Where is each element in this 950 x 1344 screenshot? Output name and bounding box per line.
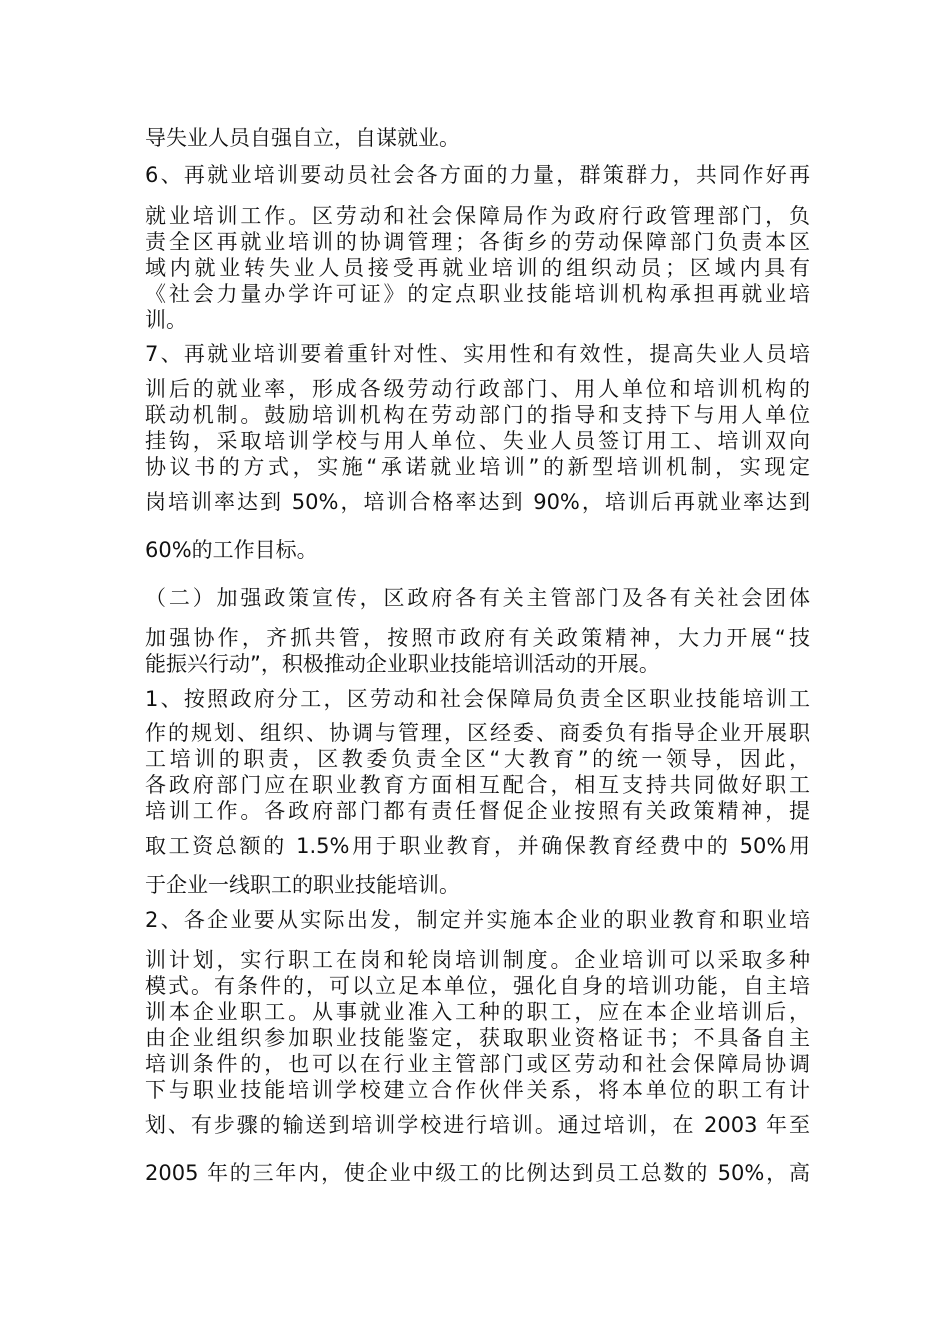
text-line: 培训工作。各政府部门都有责任督促企业按照有关政策精神，提 (145, 799, 810, 823)
text-line: 于企业一线职工的职业技能培训。 (145, 873, 460, 897)
text-line: 60%的工作目标。 (145, 538, 318, 562)
text-line: 加强协作，齐抓共管，按照市政府有关政策精神，大力开展“技 (145, 626, 810, 650)
text-line: （二）加强政策宣传，区政府各有关主管部门及各有关社会团体 (145, 586, 810, 610)
text-line: 挂钩，采取培训学校与用人单位、失业人员签订用工、培训双向 (145, 429, 810, 453)
text-line: 2005 年的三年内，使企业中级工的比例达到员工总数的 50%，高 (145, 1161, 810, 1185)
text-line: 能振兴行动”，积极推动企业职业技能培训活动的开展。 (145, 652, 660, 676)
text-line: 训后的就业率，形成各级劳动行政部门、用人单位和培训机构的 (145, 377, 810, 401)
text-line: 作的规划、组织、协调与管理，区经委、商委负有指导企业开展职 (145, 721, 810, 745)
text-line: 2、各企业要从实际出发，制定并实施本企业的职业教育和职业培 (145, 908, 810, 932)
text-line: 培训条件的，也可以在行业主管部门或区劳动和社会保障局协调 (145, 1052, 810, 1076)
text-line: 由企业组织参加职业技能鉴定，获取职业资格证书；不具备自主 (145, 1026, 810, 1050)
text-line: 7、再就业培训要着重针对性、实用性和有效性，提高失业人员培 (145, 342, 810, 366)
text-line: 岗培训率达到 50%，培训合格率达到 90%，培训后再就业率达到 (145, 490, 810, 514)
text-line: 各政府部门应在职业教育方面相互配合，相互支持共同做好职工 (145, 773, 810, 797)
text-line: 划、有步骤的输送到培训学校进行培训。通过培训，在 2003 年至 (145, 1113, 810, 1137)
text-line: 下与职业技能培训学校建立合作伙伴关系，将本单位的职工有计 (145, 1078, 810, 1102)
text-line: 域内就业转失业人员接受再就业培训的组织动员；区域内具有 (145, 256, 810, 280)
text-line: 责全区再就业培训的协调管理；各街乡的劳动保障部门负责本区 (145, 230, 810, 254)
text-line: 协议书的方式，实施“承诺就业培训”的新型培训机制，实现定 (145, 455, 810, 479)
text-line: 6、再就业培训要动员社会各方面的力量，群策群力，共同作好再 (145, 163, 810, 187)
text-line: 《社会力量办学许可证》的定点职业技能培训机构承担再就业培 (145, 282, 810, 306)
text-line: 模式。有条件的，可以立足本单位，强化自身的培训功能，自主培 (145, 974, 810, 998)
text-line: 训计划，实行职工在岗和轮岗培训制度。企业培训可以采取多种 (145, 948, 810, 972)
text-line: 训本企业职工。从事就业准入工种的职工，应在本企业培训后， (145, 1000, 810, 1024)
text-line: 取工资总额的 1.5%用于职业教育，并确保教育经费中的 50%用 (145, 834, 810, 858)
text-line: 就业培训工作。区劳动和社会保障局作为政府行政管理部门，负 (145, 204, 810, 228)
text-line: 训。 (145, 308, 187, 332)
text-line: 导失业人员自强自立，自谋就业。 (145, 126, 460, 150)
text-line: 联动机制。鼓励培训机构在劳动部门的指导和支持下与用人单位 (145, 403, 810, 427)
text-line: 1、按照政府分工，区劳动和社会保障局负责全区职业技能培训工 (145, 687, 810, 711)
text-line: 工培训的职责，区教委负责全区“大教育”的统一领导，因此， (145, 747, 810, 771)
